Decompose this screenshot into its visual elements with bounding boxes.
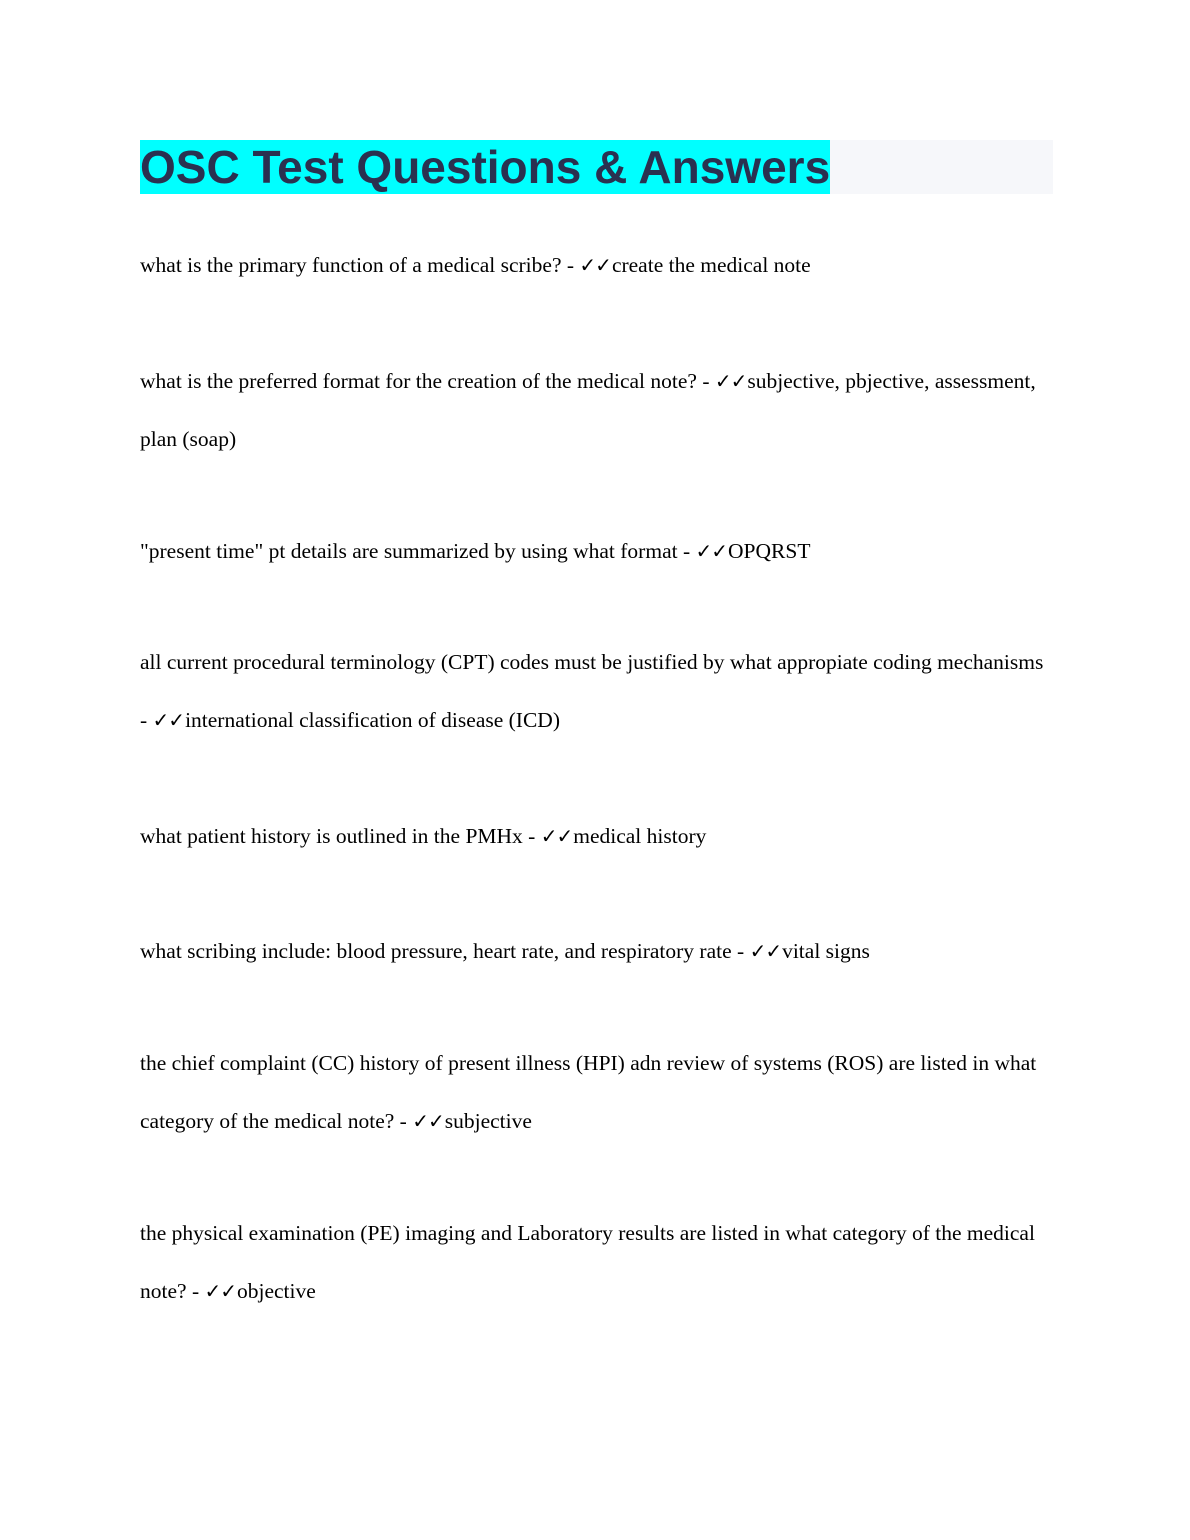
separator: -: [394, 1109, 413, 1133]
separator: -: [677, 539, 696, 563]
separator: -: [140, 708, 153, 732]
double-check-icon: ✓✓: [152, 708, 185, 732]
separator: -: [731, 939, 750, 963]
answer-text: subjective: [444, 1109, 532, 1133]
qa-item: [140, 922, 1050, 980]
answer-text: vital signs: [782, 939, 870, 963]
page-title: OSC Test Questions & Answers: [140, 141, 831, 193]
qa-item: [140, 633, 1050, 749]
qa-item: [140, 807, 1050, 865]
double-check-icon: ✓✓: [714, 369, 747, 393]
question-text: what scribing include: blood pressure, heart rate, and respiratory rate: [140, 939, 732, 963]
question-text: "present time" pt details are summarized by using what format: [140, 539, 678, 563]
answer-text: medical history: [573, 824, 707, 848]
qa-item: [140, 352, 1050, 468]
answer-text: international classification of disease (ICD): [185, 708, 560, 732]
double-check-icon: ✓✓: [579, 253, 611, 277]
question-text: all current procedural terminology (CPT) codes must be justified by what appropiate coding mechanisms: [140, 650, 1044, 674]
question-text: what patient history is outlined in the PMHx: [140, 824, 523, 848]
answer-text: OPQRST: [728, 539, 811, 563]
double-check-icon: ✓✓: [695, 539, 728, 563]
double-check-icon: ✓✓: [540, 824, 573, 848]
separator: -: [561, 253, 580, 277]
qa-item: [140, 236, 1050, 294]
separator: -: [522, 824, 541, 848]
question-text: the physical examination (PE) imaging and Laboratory results are listed in what category of the medical note?: [140, 1221, 1035, 1303]
answer-text: subjective, pbjective, assessment, plan (soap): [140, 369, 1036, 451]
qa-item: [140, 1204, 1050, 1320]
question-text: what is the primary function of a medical scribe?: [140, 253, 562, 277]
qa-item: [140, 1034, 1050, 1150]
separator: -: [186, 1279, 205, 1303]
answer-text: create the medical note: [611, 253, 811, 277]
double-check-icon: ✓✓: [204, 1279, 236, 1303]
separator: -: [696, 369, 715, 393]
question-text: what is the preferred format for the creation of the medical note?: [140, 369, 697, 393]
qa-item: [140, 522, 1050, 580]
double-check-icon: ✓✓: [412, 1109, 444, 1133]
answer-text: objective: [237, 1279, 316, 1303]
double-check-icon: ✓✓: [749, 939, 782, 963]
question-text: the chief complaint (CC) history of present illness (HPI) adn review of systems (ROS) are listed in what category of the medical note?: [140, 1051, 1037, 1133]
